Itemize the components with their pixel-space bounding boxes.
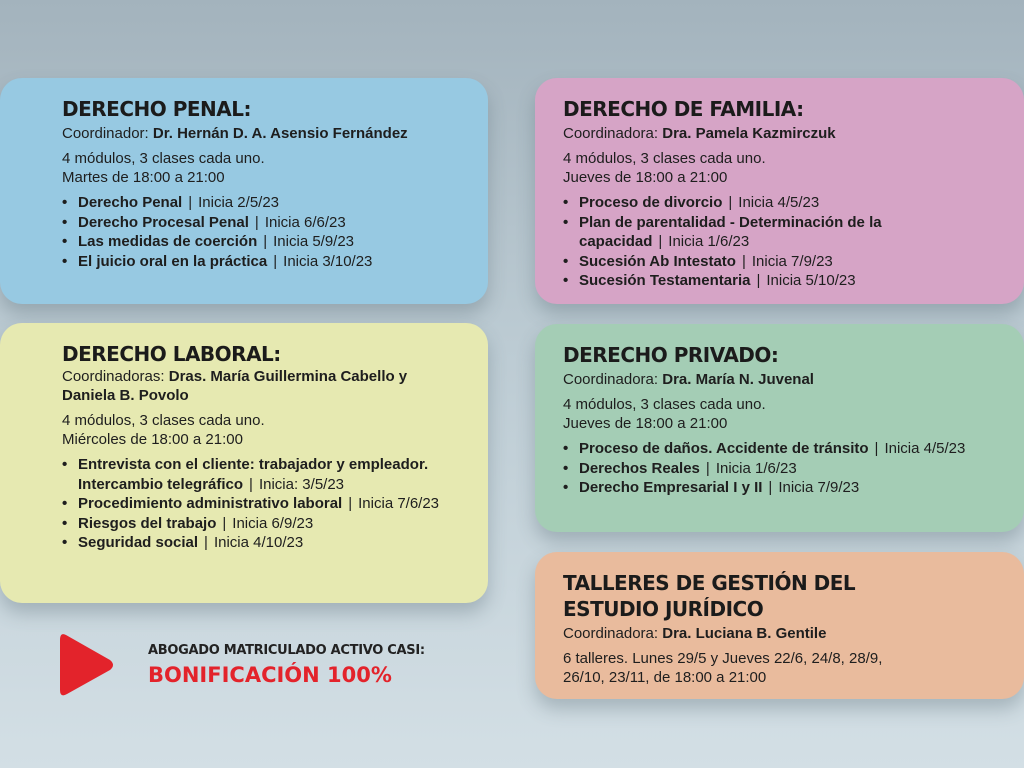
schedule bbox=[563, 649, 1000, 687]
list-item: • Sucesión Testamentaria | Inicia 5/10/23 bbox=[563, 271, 1000, 291]
course-name: Seguridad social bbox=[78, 534, 199, 551]
course-list bbox=[563, 193, 1000, 291]
card-title bbox=[563, 570, 1000, 622]
course-name: Sucesión Ab Intestato bbox=[579, 252, 736, 270]
course-start: Inicia 4/5/23 bbox=[884, 440, 966, 457]
coordinator bbox=[563, 124, 1000, 143]
schedule-modules: 4 módulos, 3 clases cada uno. bbox=[563, 396, 766, 413]
course-name: Entrevista con el cliente: trabajador y empleador. Intercambio telegráfico bbox=[78, 456, 429, 493]
list-item: • Riesgos del trabajo | Inicia 6/9/23 bbox=[62, 514, 464, 534]
list-item: • Sucesión Ab Intestato | Inicia 7/9/23 bbox=[563, 252, 1000, 272]
list-item: • Proceso de divorcio | Inicia 4/5/23 bbox=[563, 193, 1000, 213]
schedule-day: Jueves de 18:00 a 21:00 bbox=[563, 415, 728, 432]
schedule-day: Martes de 18:00 a 21:00 bbox=[62, 169, 225, 186]
promo-banner bbox=[58, 630, 438, 702]
course-start: Inicia 6/9/23 bbox=[232, 514, 314, 532]
coordinator-name: Dr. Hernán D. A. Asensio Fernández bbox=[152, 125, 408, 142]
course-name: Derecho Empresarial I y II bbox=[579, 479, 763, 496]
card-derecho-familia bbox=[535, 78, 1024, 304]
schedule bbox=[563, 395, 1000, 433]
card-title: DERECHO LABORAL: bbox=[62, 342, 281, 366]
course-start: Inicia 3/10/23 bbox=[283, 252, 373, 270]
course-name: Plan de parentalidad - Determinación de la capacidad bbox=[579, 213, 882, 250]
course-name: Derecho Penal bbox=[78, 194, 183, 211]
card-title: DERECHO DE FAMILIA: bbox=[563, 97, 804, 121]
coordinator bbox=[62, 367, 464, 405]
coordinator-label: Coordinadoras: bbox=[62, 368, 169, 385]
list-item: • Procedimiento administrativo laboral | Inicia 7/6/23 bbox=[62, 494, 464, 514]
course-list bbox=[563, 439, 1000, 498]
list-item: • Derecho Empresarial I y II | Inicia 7/9/23 bbox=[563, 478, 1000, 498]
list-item: • Plan de parentalidad - Determinación de la capacidad | Inicia 1/6/23 bbox=[563, 213, 1000, 252]
coordinator-label: Coordinador: bbox=[62, 125, 153, 142]
list-item: • Entrevista con el cliente: trabajador y empleador. Intercambio telegráfico | Inicia: 3/5/23 bbox=[62, 455, 464, 494]
coordinator-name: Dra. Pamela Kazmirczuk bbox=[662, 125, 836, 142]
course-name: Riesgos del trabajo bbox=[78, 514, 217, 532]
list-item: • Seguridad social | Inicia 4/10/23 bbox=[62, 533, 464, 553]
list-item: • Proceso de daños. Accidente de tránsito | Inicia 4/5/23 bbox=[563, 439, 1000, 459]
schedule-modules: 4 módulos, 3 clases cada uno. bbox=[62, 412, 265, 429]
course-start: Inicia 7/9/23 bbox=[778, 479, 860, 496]
coordinator-label: Coordinadora: bbox=[563, 125, 663, 142]
course-name: Proceso de daños. Accidente de tránsito bbox=[579, 440, 869, 457]
promo-line-1: ABOGADO MATRICULADO ACTIVO CASI: bbox=[148, 643, 425, 658]
course-name: Derecho Procesal Penal bbox=[78, 213, 249, 231]
card-derecho-penal bbox=[0, 78, 488, 304]
schedule-modules: 4 módulos, 3 clases cada uno. bbox=[563, 150, 766, 167]
schedule bbox=[563, 149, 1000, 187]
list-item: • Derechos Reales | Inicia 1/6/23 bbox=[563, 459, 1000, 479]
course-name: Derechos Reales bbox=[579, 459, 700, 477]
coordinator bbox=[62, 124, 464, 143]
course-list bbox=[62, 455, 464, 553]
course-name: Las medidas de coerción bbox=[78, 233, 258, 250]
course-start: Inicia 2/5/23 bbox=[198, 194, 280, 211]
coordinator bbox=[563, 624, 1000, 643]
course-start: Inicia 1/6/23 bbox=[715, 459, 797, 477]
schedule-line-1: 6 talleres. Lunes 29/5 y Jueves 22/6, 24/8, 28/9, bbox=[563, 650, 883, 667]
list-item: • Derecho Procesal Penal | Inicia 6/6/23 bbox=[62, 213, 464, 233]
course-start: Inicia 6/6/23 bbox=[264, 213, 346, 231]
schedule bbox=[62, 149, 464, 187]
course-start: Inicia 4/5/23 bbox=[738, 194, 820, 211]
play-icon bbox=[58, 632, 116, 698]
course-start: Inicia 1/6/23 bbox=[668, 233, 750, 250]
course-start: Inicia: 3/5/23 bbox=[258, 475, 345, 493]
schedule-line-2: 26/10, 23/11, de 18:00 a 21:00 bbox=[563, 669, 767, 686]
coordinator-label: Coordinadora: bbox=[563, 371, 663, 388]
promo-line-2: BONIFICACIÓN 100% bbox=[148, 663, 392, 687]
course-start: Inicia 7/9/23 bbox=[751, 252, 833, 270]
schedule-day: Miércoles de 18:00 a 21:00 bbox=[62, 431, 243, 448]
coordinator-label: Coordinadora: bbox=[563, 625, 663, 642]
course-start: Inicia 5/10/23 bbox=[766, 272, 856, 289]
schedule-modules: 4 módulos, 3 clases cada uno. bbox=[62, 150, 265, 167]
list-item: • Las medidas de coerción | Inicia 5/9/23 bbox=[62, 232, 464, 252]
course-start: Inicia 7/6/23 bbox=[358, 495, 440, 512]
list-item: • El juicio oral en la práctica | Inicia 3/10/23 bbox=[62, 252, 464, 272]
course-name: El juicio oral en la práctica bbox=[78, 252, 268, 270]
card-derecho-laboral bbox=[0, 323, 488, 603]
schedule bbox=[62, 411, 464, 449]
coordinator-name: Dra. María N. Juvenal bbox=[662, 371, 814, 388]
course-list bbox=[62, 193, 464, 271]
schedule-day: Jueves de 18:00 a 21:00 bbox=[563, 169, 728, 186]
coordinator-name: Dras. María Guillermina Cabello y Daniela B. Povolo bbox=[62, 368, 408, 404]
card-title-line-1: TALLERES DE GESTIÓN DEL bbox=[563, 571, 856, 595]
course-start: Inicia 5/9/23 bbox=[273, 233, 355, 250]
course-name: Proceso de divorcio bbox=[579, 194, 723, 211]
card-derecho-privado bbox=[535, 324, 1024, 532]
course-name: Procedimiento administrativo laboral bbox=[78, 495, 343, 512]
course-start: Inicia 4/10/23 bbox=[213, 534, 304, 551]
card-talleres bbox=[535, 552, 1024, 699]
coordinator bbox=[563, 370, 1000, 389]
list-item: • Derecho Penal | Inicia 2/5/23 bbox=[62, 193, 464, 213]
card-title: DERECHO PENAL: bbox=[62, 97, 251, 121]
course-name: Sucesión Testamentaria bbox=[579, 272, 751, 289]
coordinator-name: Dra. Luciana B. Gentile bbox=[662, 625, 827, 642]
card-title: DERECHO PRIVADO: bbox=[563, 343, 779, 367]
card-title-line-2: ESTUDIO JURÍDICO bbox=[563, 597, 764, 621]
